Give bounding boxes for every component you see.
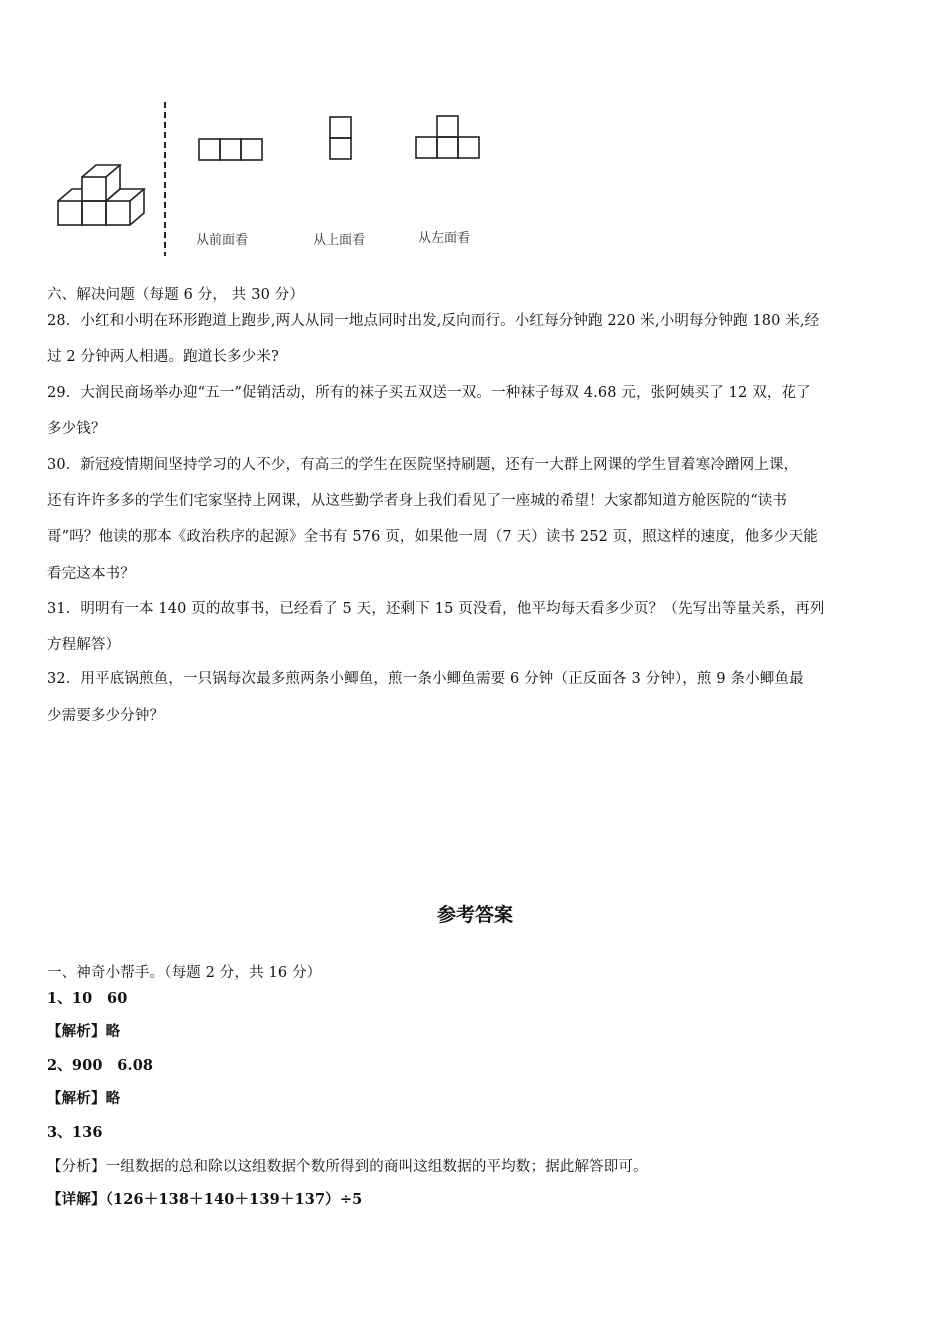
cube-face	[82, 201, 106, 225]
cube-face	[82, 177, 106, 201]
q28-line2: 过 2 分钟两人相遇。跑道长多少米?	[47, 349, 279, 365]
answer-2: 2、900 6.08	[47, 1057, 154, 1074]
left-view-label: 从左面看	[418, 231, 471, 246]
left-view-drawing	[416, 116, 479, 158]
top-view-label: 从上面看	[313, 233, 366, 248]
cube-face	[106, 201, 130, 225]
q31-line2: 方程解答）	[47, 637, 121, 653]
q30-line4: 看完这本书？	[47, 566, 135, 582]
q32-line1: 32．用平底锅煎鱼，一只锅每次最多煎两条小鲫鱼，煎一条小鲫鱼需要 6 分钟（正反面各 3 分钟），煎 9 条小鲫鱼最	[47, 671, 804, 687]
q29-line1: 29．大润民商场举办迎“五一”促销活动，所有的袜子买五双送一双。一种袜子每双 4.68 元，张阿姨买了 12 双，花了	[47, 385, 811, 401]
front-view-label: 从前面看	[196, 233, 249, 248]
q28-line1: 28．小红和小明在环形跑道上跑步,两人从同一地点同时出发,反向而行。小红每分钟跑 220 米,小明每分钟跑 180 米,经	[47, 313, 820, 329]
top-view-drawing	[330, 117, 351, 159]
answer-1-note: 【解析】略	[47, 1023, 121, 1040]
cube-face	[58, 201, 82, 225]
answer-3-analysis: 【分析】一组数据的总和除以这组数据个数所得到的商叫这组数据的平均数；据此解答即可。	[47, 1159, 648, 1175]
answer-3-detail: 【详解】（126＋138＋140＋139＋137）÷5	[47, 1191, 363, 1208]
q31-line1: 31．明明有一本 140 页的故事书，已经看了 5 天，还剩下 15 页没看，他平均每天看多少页？（先写出等量关系，再列	[47, 601, 825, 617]
answer-2-note: 【解析】略	[47, 1090, 121, 1107]
q30-line2: 还有许许多多的学生们宅家坚持上网课，从这些勤学者身上我们看见了一座城的希望！大家都知道方舱医院的“读书	[47, 493, 788, 509]
section6-heading: 六、解决问题（每题 6 分， 共 30 分）	[47, 287, 305, 303]
q32-line2: 少需要多少分钟？	[47, 708, 165, 724]
answers-title: 参考答案	[436, 904, 513, 926]
q29-line2: 多少钱？	[47, 421, 106, 437]
front-view-drawing	[199, 139, 262, 160]
answers-section1-heading: 一、神奇小帮手。（每题 2 分，共 16 分）	[47, 965, 322, 981]
q30-line1: 30．新冠疫情期间坚持学习的人不少，有高三的学生在医院坚持刷题，还有一大群上网课的学生冒着寒冷蹭网上课，	[47, 457, 799, 473]
answer-1: 1、10 60	[47, 990, 128, 1007]
answer-3: 3、136	[47, 1124, 103, 1141]
q30-line3: 哥”吗？他读的那本《政治秩序的起源》全书有 576 页，如果他一周（7 天）读书 252 页，照这样的速度，他多少天能	[47, 529, 818, 545]
three-view-figure	[48, 96, 508, 256]
